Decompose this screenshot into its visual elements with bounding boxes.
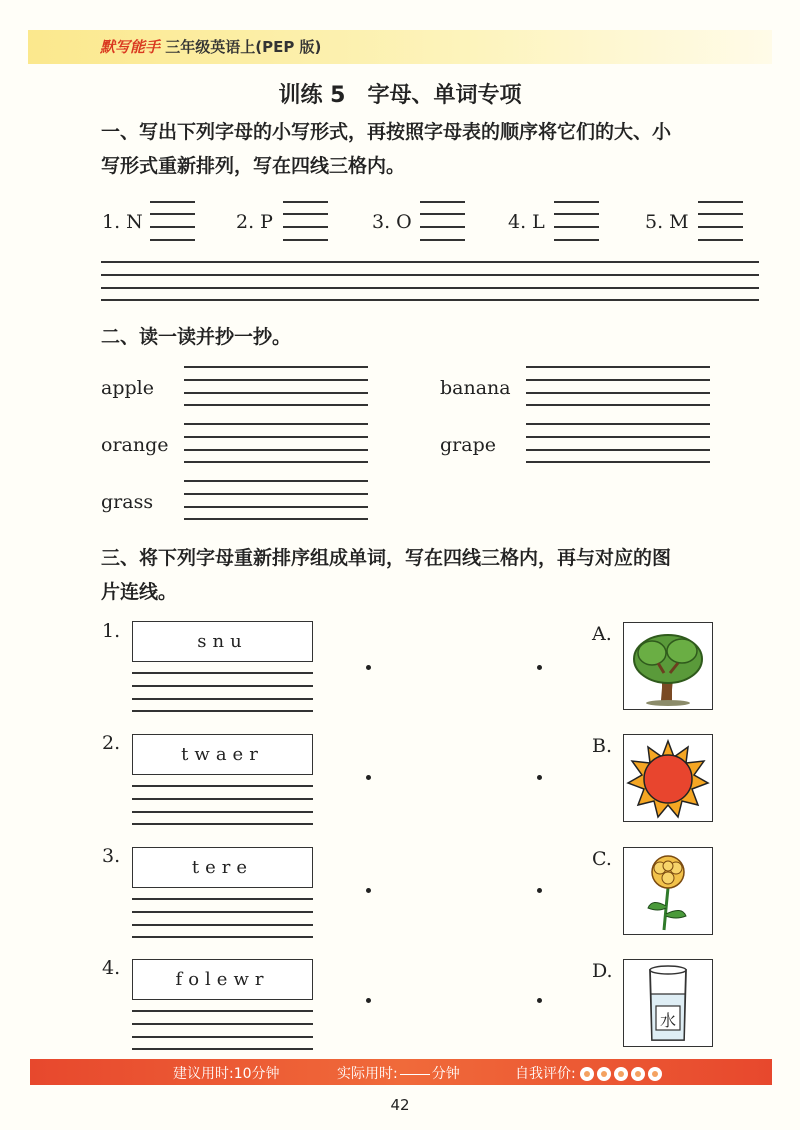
flower-star-icon[interactable] (648, 1067, 662, 1081)
sun-icon (623, 734, 713, 822)
q3-num-1: 1. (102, 620, 121, 642)
q1-item-2: 2. P (236, 211, 273, 233)
q1-item-1: 1. N (102, 211, 143, 233)
q3-letters-box-4: folewr (132, 959, 313, 1000)
q3-grid-3[interactable] (132, 898, 313, 938)
q3-dot-left-2[interactable] (366, 775, 371, 780)
water-glass-icon (623, 959, 713, 1047)
q1-item-5: 5. M (645, 211, 689, 233)
q3-grid-2[interactable] (132, 785, 313, 825)
q1-item-4: 4. L (508, 211, 545, 233)
actual-time-blank[interactable] (400, 1074, 430, 1075)
q3-grid-1[interactable] (132, 672, 313, 712)
q3-letters-box-3: tere (132, 847, 313, 888)
q3-num-4: 4. (102, 957, 121, 979)
q2-word-banana: banana (440, 377, 511, 399)
q2-word-grass: grass (101, 491, 154, 513)
q1-answer-grid-5[interactable] (698, 201, 743, 241)
q1-answer-grid-3[interactable] (420, 201, 465, 241)
tree-icon (623, 622, 713, 710)
q3-heading-line1: 三、将下列字母重新排序组成单词，写在四线三格内，再与对应的图 (101, 547, 672, 569)
q1-answer-grid-4[interactable] (554, 201, 599, 241)
flower-star-icon[interactable] (631, 1067, 645, 1081)
q2-grid-banana[interactable] (526, 366, 710, 406)
q3-dot-left-4[interactable] (366, 998, 371, 1003)
q3-option-c: C. (592, 848, 612, 870)
actual-time-unit: 分钟 (431, 1066, 460, 1082)
flower-icon (623, 847, 713, 935)
q2-word-apple: apple (101, 377, 154, 399)
q3-grid-4[interactable] (132, 1010, 313, 1050)
q2-heading: 二、读一读并抄一抄。 (101, 326, 292, 348)
actual-time-label: 实际用时: (337, 1066, 398, 1082)
q1-heading-line2: 写形式重新排列，写在四线三格内。 (101, 155, 406, 177)
q2-grid-orange[interactable] (184, 423, 368, 463)
lesson-title: 训练 5 字母、单词专项 (278, 83, 522, 108)
actual-time (337, 1063, 460, 1083)
page-number: 42 (390, 1096, 410, 1114)
water-label: 水 (660, 1011, 677, 1030)
q3-option-d: D. (592, 960, 613, 982)
q3-heading-line2: 片连线。 (101, 581, 178, 603)
q1-answer-grid-1[interactable] (150, 201, 195, 241)
q2-grid-grape[interactable] (526, 423, 710, 463)
suggested-time: 建议用时:10分钟 (173, 1066, 280, 1082)
q2-grid-grass[interactable] (184, 480, 368, 520)
q1-long-grid[interactable] (101, 261, 759, 301)
q3-num-2: 2. (102, 732, 121, 754)
series-title (100, 36, 321, 57)
brand-name: 默写能手 (100, 38, 161, 56)
q2-word-orange: orange (101, 434, 169, 456)
q3-letters-box-1: snu (132, 621, 313, 662)
q1-heading-line1: 一、写出下列字母的小写形式，再按照字母表的顺序将它们的大、小 (101, 121, 672, 143)
flower-star-icon[interactable] (580, 1067, 594, 1081)
q3-dot-left-1[interactable] (366, 665, 371, 670)
q3-option-a: A. (592, 623, 612, 645)
book-name: 三年级英语上(PEP 版) (165, 38, 322, 56)
q1-item-3: 3. O (372, 211, 412, 233)
flower-star-icon[interactable] (614, 1067, 628, 1081)
q3-num-3: 3. (102, 845, 121, 867)
footer-band (30, 1059, 772, 1085)
q3-dot-left-3[interactable] (366, 888, 371, 893)
q3-dot-right-1[interactable] (537, 665, 542, 670)
q3-dot-right-4[interactable] (537, 998, 542, 1003)
q3-dot-right-3[interactable] (537, 888, 542, 893)
self-evaluation-label: 自我评价: (515, 1066, 576, 1082)
self-evaluation (515, 1063, 665, 1083)
q3-letters-box-2: twaer (132, 734, 313, 775)
q2-word-grape: grape (440, 434, 496, 456)
q1-answer-grid-2[interactable] (283, 201, 328, 241)
flower-star-icon[interactable] (597, 1067, 611, 1081)
q3-dot-right-2[interactable] (537, 775, 542, 780)
q3-option-b: B. (592, 735, 613, 757)
q2-grid-apple[interactable] (184, 366, 368, 406)
